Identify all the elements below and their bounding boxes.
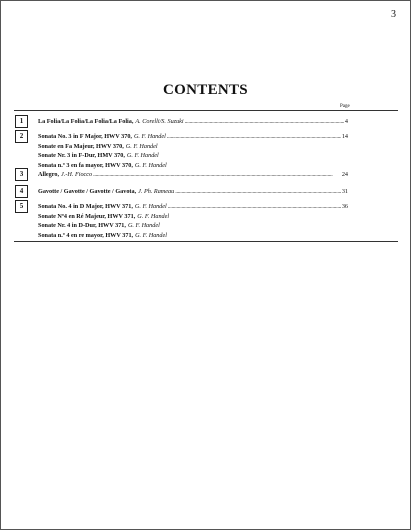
piece-title: Sonata No. 4 in D Major, HWV 371, (38, 203, 133, 210)
dot-leader (167, 133, 341, 140)
dot-leader (175, 188, 341, 195)
toc-entry-line (38, 232, 348, 239)
toc-entry-line (38, 143, 348, 150)
dot-leader (185, 118, 344, 125)
piece-title: Sonate Nr. 4 in D-Dur, HWV 371, (38, 222, 126, 229)
dot-leader (168, 203, 341, 210)
piece-title: Sonata n.º 4 en re mayor, HWV 371, (38, 231, 134, 239)
composer-name: G. F. Handel (135, 231, 167, 239)
toc-entry-line (38, 188, 348, 195)
page-column-header: Page (340, 104, 350, 109)
top-rule (14, 110, 398, 111)
toc-entry-line (38, 222, 348, 229)
page-reference: 31 (341, 188, 348, 195)
page-reference: 24 (341, 171, 348, 178)
piece-title: Sonata n.º 3 en fa mayor, HWV 370, (38, 161, 133, 169)
composer-name: G. F. Handel (134, 161, 167, 169)
bottom-rule (14, 241, 398, 242)
composer-name: G. F. Handel (125, 142, 158, 150)
toc-entry-line (38, 152, 348, 159)
entry-number-box: 3 (15, 168, 28, 181)
piece-title: Sonate en Fa Majeur, HWV 370, (38, 142, 124, 150)
toc-entry-line (38, 118, 348, 125)
entry-number-box: 1 (15, 115, 28, 128)
composer-name: G. F. Handel (126, 152, 159, 159)
page-reference: 36 (341, 203, 348, 210)
composer-name: G. F. Handel (133, 133, 166, 140)
toc-entry-line (38, 162, 348, 169)
dot-leader (93, 171, 341, 178)
piece-title: Allegro, (38, 171, 60, 178)
entry-number-box: 4 (15, 185, 28, 198)
piece-title: Sonate Nº4 en Ré Majeur, HWV 371, (38, 212, 136, 220)
piece-title: Sonata No. 3 in F Major, HWV 370, (38, 133, 132, 140)
composer-name: G. F. Handel (127, 222, 160, 229)
entry-number-box: 5 (15, 200, 28, 213)
composer-name: A. Corelli/S. Suzuki (135, 118, 184, 125)
toc-entry-line (38, 203, 348, 210)
composer-name: J. Ph. Rameau (138, 188, 175, 195)
composer-name: G. F. Handel (134, 203, 167, 210)
toc-entry-line (38, 171, 348, 178)
entry-number-box: 2 (15, 130, 28, 143)
page-number: 3 (391, 9, 396, 20)
piece-title: La Folia/La Folia/La Folia/La Folia, (38, 118, 134, 125)
page-reference: 4 (344, 118, 348, 125)
composer-name: G. F. Handel (137, 212, 170, 220)
piece-title: Sonate Nr. 3 in F-Dur, HMV 370, (38, 152, 125, 159)
composer-name: J.-H. Fiocco (61, 171, 93, 178)
toc-entry-line (38, 213, 348, 220)
toc-entry-line (38, 133, 348, 140)
piece-title: Gavotte / Gavotte / Gavotte / Gavota, (38, 188, 137, 195)
page-reference: 14 (341, 133, 348, 140)
page-title: CONTENTS (163, 82, 248, 98)
